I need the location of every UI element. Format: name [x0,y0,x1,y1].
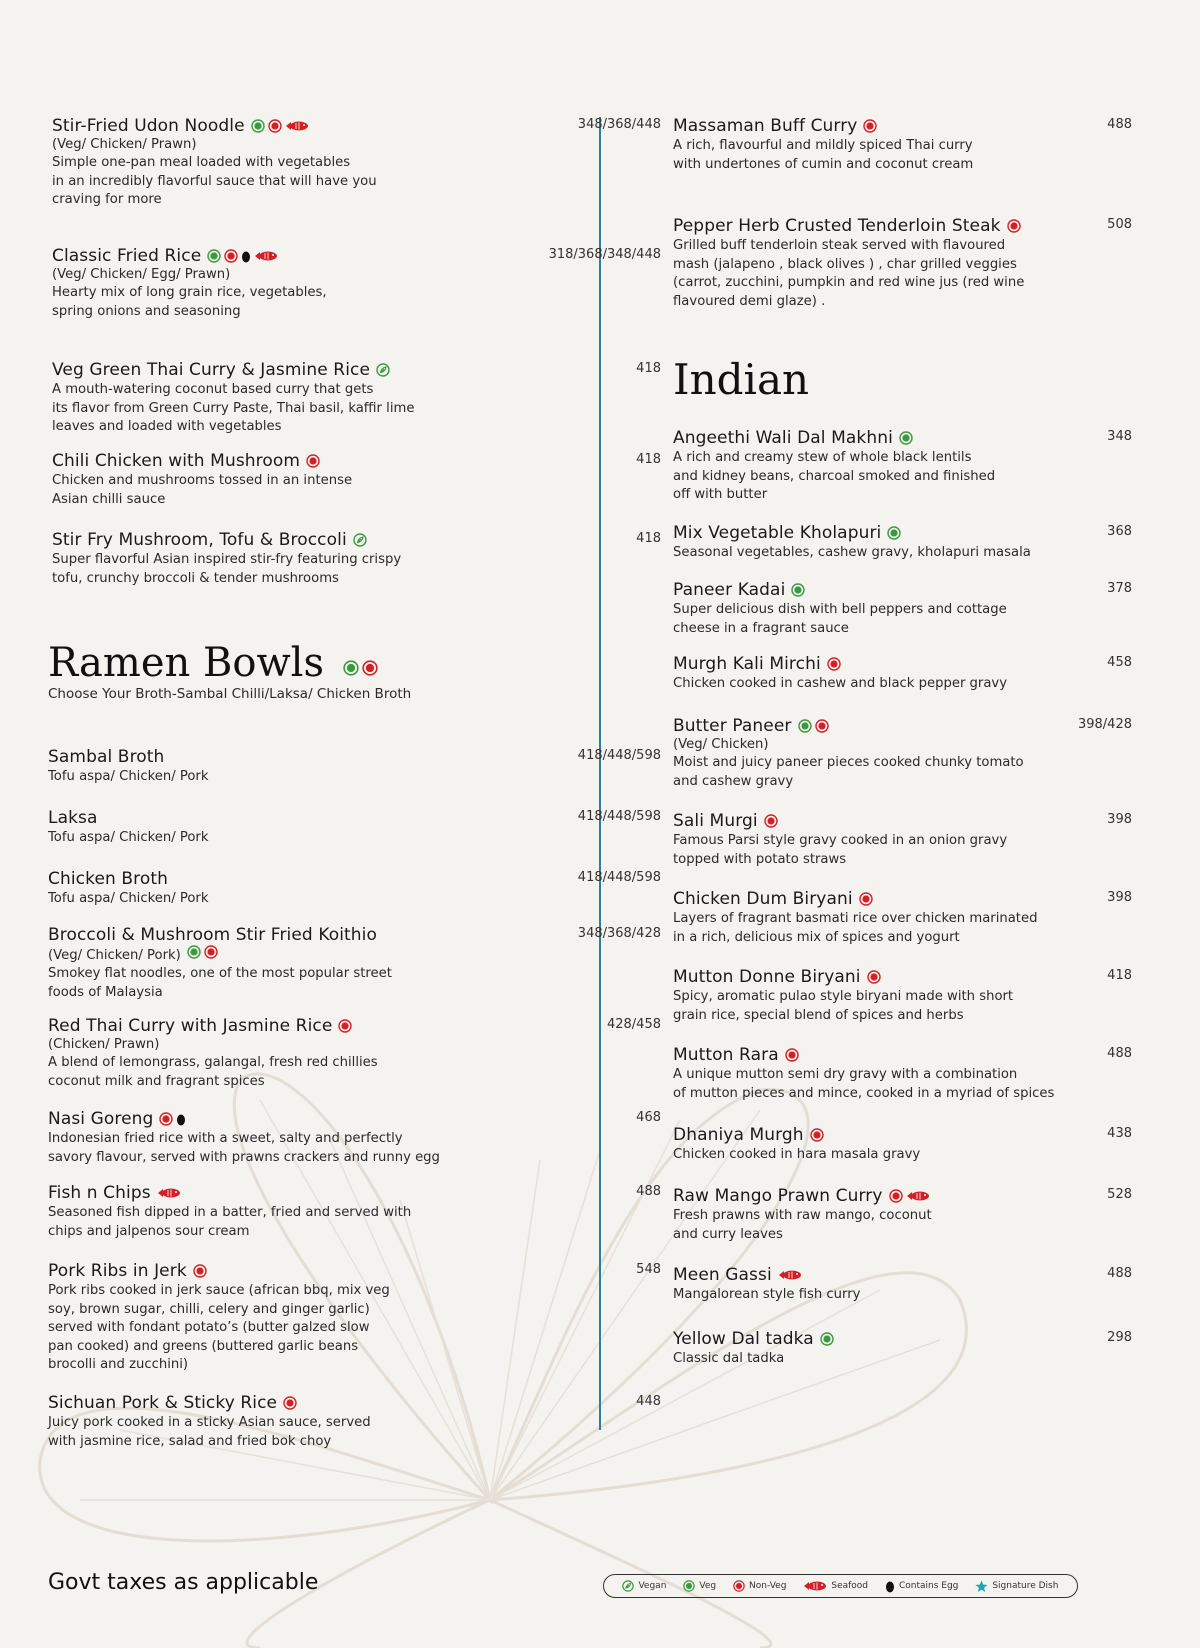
diet-icons [798,719,829,733]
veg-icon [798,719,812,733]
column-divider [599,117,601,1430]
menu-item [52,530,661,587]
menu-item-price: 488 [1107,1046,1132,1061]
menu-item [48,1183,661,1240]
menu-item-description: Layers of fragrant basmati rice over chicken marinated [673,911,1038,926]
menu-item-header [52,246,537,266]
non-veg-icon [764,814,778,828]
menu-item-name: Dhaniya Murgh [673,1125,804,1145]
menu-item [673,716,1132,790]
menu-item-header [673,116,1132,136]
ramen-subtitle: Choose Your Broth-Sambal Chilli/Laksa/ Chicken Broth [48,686,412,702]
diet-icons [899,431,913,445]
diet-icons [785,1048,799,1062]
veg-icon [251,119,265,133]
menu-item-description: foods of Malaysia [48,984,163,1000]
menu-item-price: 418 [636,531,661,546]
menu-item-description: Asian chilli sauce [52,491,166,507]
menu-item-name: Chicken Dum Biryani [673,889,853,909]
diet-icons [159,1112,186,1126]
fish-icon [803,1580,827,1592]
menu-item [48,808,661,847]
menu-item-name: Mutton Donne Biryani [673,967,861,987]
ramen-section-title [48,640,378,686]
non-veg-icon [889,1189,903,1203]
menu-item-description: topped with potato straws [673,851,847,867]
menu-item-name: Yellow Dal tadka [673,1329,814,1349]
menu-item-options [52,266,537,283]
menu-item-description: chips and jalpenos sour cream [48,1223,250,1239]
legend-label: Seafood [831,1581,869,1591]
menu-item-price: 488 [636,1184,661,1199]
veg-icon [343,660,359,676]
menu-item-name: Pepper Herb Crusted Tenderloin Steak [673,216,1001,236]
non-veg-icon [867,970,881,984]
menu-item-description: pan cooked) and greens (buttered garlic beans [48,1338,359,1354]
menu-item-header [673,1265,1132,1285]
menu-item-name: Sali Murgi [673,811,758,831]
legend-entry-egg [885,1580,958,1593]
menu-item-description: brocolli and zucchini) [48,1357,189,1372]
menu-item-description: Super delicious dish with bell peppers and cottage [673,602,1007,617]
menu-item-description: cheese in a fragrant sauce [673,620,849,636]
menu-item-price: 488 [1107,1266,1132,1281]
legend-entry-nonveg [733,1580,786,1592]
menu-item-header [52,116,537,136]
vegan-leaf-icon [376,363,390,377]
menu-item-header [52,360,537,380]
menu-item-options-text: (Veg/ Chicken/ Prawn) [52,137,197,152]
menu-item [48,925,661,1001]
menu-item-header [48,925,537,945]
menu-item-description: A unique mutton semi dry gravy with a combination [673,1067,1018,1082]
menu-item-price: 378 [1107,581,1132,596]
menu-item [673,216,1132,310]
ramen-diet-icons [343,660,378,676]
non-veg-icon [224,249,238,263]
menu-item-price: 468 [636,1110,661,1125]
menu-item-name: Red Thai Curry with Jasmine Rice [48,1016,333,1036]
menu-item-name: Massaman Buff Curry [673,116,858,136]
menu-item-description: Spicy, aromatic pulao style biryani made with short [673,989,1014,1004]
menu-item [673,811,1132,868]
menu-item-description: Chicken and mushrooms tossed in an intense [52,473,353,488]
legend-label: Non-Veg [749,1581,787,1591]
menu-item-description: Moist and juicy paneer pieces cooked chunky tomato [673,755,1024,770]
menu-item-description: Tofu aspa/ Chicken/ Pork [48,769,209,784]
menu-item-name: Butter Paneer [673,716,792,736]
veg-icon [207,249,221,263]
diet-icons [187,945,218,959]
menu-item [673,1125,1132,1164]
fish-icon [254,250,278,262]
menu-item-description: Hearty mix of long grain rice, vegetables, [52,285,327,300]
non-veg-icon [204,945,218,959]
non-veg-icon [159,1112,173,1126]
menu-item-price: 528 [1107,1187,1132,1202]
diet-icons [791,583,805,597]
menu-item-price: 348 [1107,429,1132,444]
menu-item-price: 348/368/448 [577,117,661,132]
legend-entry-seafood [803,1580,868,1592]
legend-label: Contains Egg [898,1581,959,1591]
ramen-title-text: Ramen Bowls [48,640,324,686]
menu-item-options-text: (Veg/ Chicken/ Pork) [48,948,181,963]
diet-icons [193,1264,207,1278]
menu-item-header [48,869,537,889]
menu-item-price: 418/448/598 [577,809,661,824]
menu-item-header [48,1261,537,1281]
diet-icons [887,526,901,540]
menu-item-description: A blend of lemongrass, galangal, fresh red chillies [48,1055,378,1070]
menu-item-header [48,1393,537,1413]
menu-item-description: Tofu aspa/ Chicken/ Pork [48,830,209,845]
menu-item-description: with jasmine rice, salad and fried bok choy [48,1433,332,1449]
menu-item-header [48,747,537,767]
menu-item [48,1109,661,1166]
menu-item-description: Seasoned fish dipped in a batter, fried and served with [48,1205,412,1220]
menu-item-name: Stir-Fried Udon Noodle [52,116,245,136]
menu-item [673,654,1132,693]
diet-icons [306,454,320,468]
menu-item-description: Classic dal tadka [673,1351,785,1366]
menu-item-name: Stir Fry Mushroom, Tofu & Broccoli [52,530,347,550]
diet-icons [827,657,841,671]
menu-item-description: its flavor from Green Curry Paste, Thai basil, kaffir lime [52,400,415,416]
non-veg-icon [863,119,877,133]
diet-icons [889,1189,930,1203]
menu-item [48,1261,661,1374]
menu-item-name: Murgh Kali Mirchi [673,654,821,674]
veg-icon [887,526,901,540]
diet-icons [157,1187,181,1199]
diet-icons [867,970,881,984]
menu-item [52,360,661,436]
egg-icon [176,1113,186,1126]
menu-item [673,580,1132,637]
menu-item-description: Pork ribs cooked in jerk sauce (african bbq, mix veg [48,1283,390,1298]
menu-item-price: 448 [636,1394,661,1409]
legend-entry-vegan [622,1580,666,1592]
menu-item [673,967,1132,1024]
menu-item-name: Sambal Broth [48,747,165,767]
menu-item-price: 428/458 [606,1017,661,1032]
menu-item-header [52,530,537,550]
veg-icon [899,431,913,445]
menu-item [673,523,1132,562]
menu-item-description: leaves and loaded with vegetables [52,419,282,434]
non-veg-icon [193,1264,207,1278]
menu-item-price: 348/368/428 [577,926,661,941]
menu-item-description: with undertones of cumin and coconut cream [673,156,974,172]
diet-icons [338,1019,352,1033]
menu-item-price: 398 [1107,890,1132,905]
fish-icon [778,1269,802,1281]
menu-item [52,451,661,508]
menu-item-options [48,1036,537,1053]
menu-item-name: Paneer Kadai [673,580,786,600]
menu-item [673,1329,1132,1368]
menu-item-name: Laksa [48,808,98,828]
diet-icons [283,1396,297,1410]
menu-item-header [673,811,1132,831]
fish-icon [157,1187,181,1199]
menu-item-header [673,428,1132,448]
egg-icon [885,1580,895,1593]
vegan-leaf-icon [353,533,367,547]
menu-item [52,116,661,209]
diet-icons [376,363,390,377]
non-veg-icon [268,119,282,133]
menu-item-description: in an incredibly flavorful sauce that will have you [52,173,377,189]
non-veg-icon [815,719,829,733]
legend-entry-veg [683,1580,716,1592]
menu-item-description: (carrot, zucchini, pumpkin and red wine jus (red wine [673,275,1025,290]
menu-item-price: 458 [1107,655,1132,670]
menu-item-description: in a rich, delicious mix of spices and yogurt [673,929,960,945]
menu-item-description: Seasonal vegetables, cashew gravy, kholapuri masala [673,545,1031,560]
menu-item-price: 508 [1107,217,1132,232]
menu-item [673,1045,1132,1102]
menu-item [673,1186,1132,1243]
menu-item-description: and kidney beans, charcoal smoked and finished [673,468,996,484]
menu-item-name: Chicken Broth [48,869,169,889]
menu-item-description: spring onions and seasoning [52,303,241,319]
star-icon [975,1580,988,1593]
diet-icons [353,533,367,547]
menu-item-header [48,1183,537,1203]
menu-item-description: grain rice, special blend of spices and herbs [673,1007,964,1023]
veg-icon [791,583,805,597]
menu-item-header [673,654,1132,674]
diet-icons [251,119,309,133]
menu-item-header [48,808,537,828]
menu-item-options-text: (Veg/ Chicken/ Egg/ Prawn) [52,267,231,282]
menu-item [673,428,1132,504]
menu-item-header [673,523,1132,543]
menu-item-description: Indonesian fried rice with a sweet, salty and perfectly [48,1131,403,1146]
menu-item-description: of mutton pieces and mince, cooked in a myriad of spices [673,1085,1055,1101]
diet-legend [603,1574,1078,1598]
menu-item-name: Broccoli & Mushroom Stir Fried Koithio [48,925,378,945]
menu-item-price: 418 [636,361,661,376]
menu-item-description: Grilled buff tenderloin steak served with flavoured [673,238,1006,253]
non-veg-icon [810,1128,824,1142]
diet-icons [859,892,873,906]
menu-item-price: 368 [1107,524,1132,539]
menu-item-description: Super flavorful Asian inspired stir-fry featuring crispy [52,552,402,567]
veg-icon [683,1580,695,1592]
menu-item [48,1016,661,1090]
menu-item-options [52,136,537,153]
menu-item-description: served with fondant potato’s (butter galzed slow [48,1320,370,1335]
menu-item-name: Veg Green Thai Curry & Jasmine Rice [52,360,371,380]
diet-icons [778,1269,802,1281]
veg-icon [187,945,201,959]
menu-item-description: Smokey flat noodles, one of the most popular street [48,966,392,981]
non-veg-icon [362,660,378,676]
diet-icons [207,249,278,263]
menu-item-name: Chili Chicken with Mushroom [52,451,301,471]
legend-entry-signature [975,1580,1058,1593]
menu-item [673,889,1132,946]
menu-item-price: 318/368/348/448 [548,247,661,262]
menu-item-header [48,1016,537,1036]
menu-item-name: Mutton Rara [673,1045,779,1065]
menu-item [48,869,661,908]
menu-item-description: mash (jalapeno , black olives ) , char grilled veggies [673,256,1017,272]
menu-item-description: and curry leaves [673,1226,783,1242]
menu-item-header [52,451,537,471]
non-veg-icon [827,657,841,671]
fish-icon [906,1190,930,1202]
non-veg-icon [733,1580,745,1592]
non-veg-icon [338,1019,352,1033]
menu-item-header [673,1186,1132,1206]
menu-item-price: 418 [1107,968,1132,983]
diet-icons [764,814,778,828]
non-veg-icon [306,454,320,468]
menu-item-options-text: (Chicken/ Prawn) [48,1037,160,1052]
legend-label: Vegan [638,1581,667,1591]
menu-item-description: Juicy pork cooked in a sticky Asian sauce, served [48,1415,371,1430]
menu-item-price: 418 [636,452,661,467]
menu-item [48,747,661,786]
menu-item-description: Fresh prawns with raw mango, coconut [673,1208,932,1223]
menu-item [52,246,661,320]
menu-item [48,1393,661,1450]
menu-item-name: Angeethi Wali Dal Makhni [673,428,893,448]
menu-item-name: Meen Gassi [673,1265,772,1285]
menu-item-description: off with butter [673,487,768,502]
menu-item-price: 398 [1107,812,1132,827]
menu-item-price: 298 [1107,1330,1132,1345]
menu-item-description: Chicken cooked in hara masala gravy [673,1147,921,1162]
menu-item-name: Classic Fried Rice [52,246,202,266]
menu-item-name: Nasi Goreng [48,1109,154,1129]
menu-item-options [48,945,537,964]
menu-item-description: flavoured demi glaze) . [673,293,826,309]
menu-item-description: craving for more [52,192,162,207]
menu-item-header [673,1125,1132,1145]
menu-item-price: 438 [1107,1126,1132,1141]
menu-item-price: 418/448/598 [577,870,661,885]
menu-item-header [673,216,1132,236]
diet-icons [1007,219,1021,233]
menu-item-description: Tofu aspa/ Chicken/ Pork [48,891,209,906]
egg-icon [241,250,251,263]
menu-item-name: Sichuan Pork & Sticky Rice [48,1393,278,1413]
veg-icon [820,1332,834,1346]
menu-item-name: Raw Mango Prawn Curry [673,1186,883,1206]
menu-item-name: Pork Ribs in Jerk [48,1261,187,1281]
menu-item-description: soy, brown sugar, chilli, celery and ginger garlic) [48,1301,370,1317]
menu-item-header [673,580,1132,600]
menu-item-description: tofu, crunchy broccoli & tender mushrooms [52,570,339,586]
menu-item [673,116,1132,173]
menu-item-header [673,716,1132,736]
non-veg-icon [785,1048,799,1062]
menu-item-price: 418/448/598 [577,748,661,763]
non-veg-icon [859,892,873,906]
menu-item-description: Famous Parsi style gravy cooked in an onion gravy [673,833,1008,848]
menu-item-price: 488 [1107,117,1132,132]
menu-item-name: Mix Vegetable Kholapuri [673,523,882,543]
legend-label: Signature Dish [992,1581,1059,1591]
footer-taxes-note: Govt taxes as applicable [48,1570,319,1595]
diet-icons [863,119,877,133]
legend-label: Veg [699,1581,717,1591]
fish-icon [285,120,309,132]
menu-item-description: A rich, flavourful and mildly spiced Thai curry [673,138,973,153]
menu-item-header [673,967,1132,987]
non-veg-icon [283,1396,297,1410]
menu-item-options [673,736,1132,753]
menu-item-header [673,889,1132,909]
menu-item-description: A rich and creamy stew of whole black lentils [673,450,972,465]
non-veg-icon [1007,219,1021,233]
indian-section-title: Indian [673,355,810,404]
menu-item-header [673,1045,1132,1065]
menu-item [673,1265,1132,1304]
menu-item-description: Chicken cooked in cashew and black pepper gravy [673,676,1008,691]
menu-item-description: savory flavour, served with prawns crackers and runny egg [48,1149,440,1165]
menu-item-price: 398/428 [1077,717,1132,732]
menu-item-description: Simple one-pan meal loaded with vegetables [52,155,351,170]
menu-item-price: 548 [636,1262,661,1277]
menu-item-name: Fish n Chips [48,1183,151,1203]
menu-item-header [48,1109,537,1129]
menu-item-description: and cashew gravy [673,773,794,789]
diet-icons [810,1128,824,1142]
menu-item-description: coconut milk and fragrant spices [48,1073,265,1089]
menu-item-description: Mangalorean style fish curry [673,1287,861,1302]
menu-item-options-text: (Veg/ Chicken) [673,737,769,752]
menu-item-header [673,1329,1132,1349]
diet-icons [820,1332,834,1346]
menu-item-description: A mouth-watering coconut based curry that gets [52,382,374,397]
vegan-leaf-icon [622,1580,634,1592]
